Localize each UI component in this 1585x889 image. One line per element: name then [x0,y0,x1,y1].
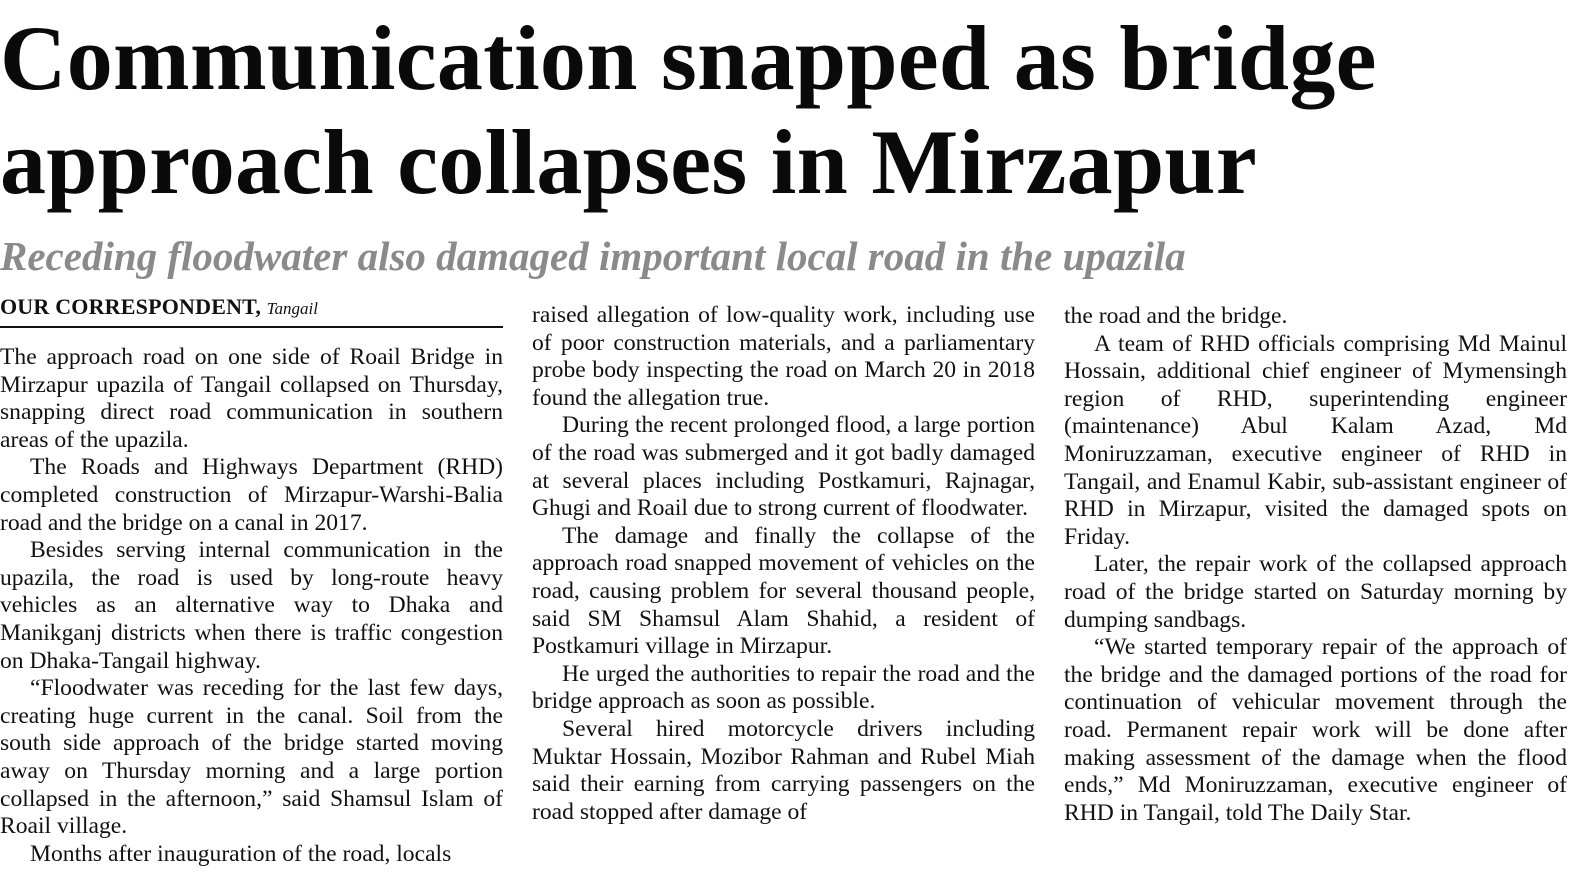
byline-location: Tangail [266,299,318,318]
column-2-paragraph-4: He urged the authorities to repair the road and the bridge approach as soon as possible. [532,660,1035,715]
byline-author: OUR CORRESPONDENT, [0,294,262,319]
column-3-paragraph-4: “We started temporary repair of the approach of the bridge and the damaged portions of the road for continuation of vehicular movement through the road. Permanent repair work will be done after making assessment of the damage when the flood ends,” Md Moniruzzaman, executive engineer of RHD in Tangail, told The Daily Star. [1064,634,1567,826]
column-2-paragraph-2: During the recent prolonged flood, a large portion of the road was submerged and it got badly damaged at several places including Postkamuri, Rajnagar, Ghugi and Roail due to strong current of floodwater. [532,412,1035,522]
column-1-paragraph-1: The approach road on one side of Roail Bridge in Mirzapur upazila of Tangail collapsed on Thursday, snapping direct road communication in southern areas of the upazila. [0,344,503,453]
column-2-paragraph-1: raised allegation of low-quality work, including use of poor construction materials, and a parliamentary probe body inspecting the road on March 20 in 2018 found the allegation true. [532,302,1035,411]
column-1-paragraph-3: Besides serving internal communication in the upazila, the road is used by long-route heavy vehicles as an alternative way to Dhaka and Manikganj districts when there is traffic congestion on Dhaka-Tangail highway. [0,537,503,674]
column-1-paragraph-4: “Floodwater was receding for the last few days, creating huge current in the canal. Soil from the south side approach of the bridge started moving away on Thursday morning and a large portion collapsed in the afternoon,” said Shamsul Islam of Roail village. [0,675,503,840]
article-column-1 [0,344,503,889]
column-3-paragraph-2: A team of RHD officials comprising Md Mainul Hossain, additional chief engineer of Mymensingh region of RHD, superintending engineer (maintenance) Abul Kalam Azad, Md Moniruzzaman, executive engineer of RHD in Tangail, and Enamul Kabir, sub-assistant engineer of RHD in Mirzapur, visited the damaged spots on Friday. [1064,330,1567,550]
column-2-paragraph-5: Several hired motorcycle drivers including Muktar Hossain, Mozibor Rahman and Rubel Miah said their earning from carrying passengers on the road stopped after damage of [532,715,1035,825]
byline [0,292,503,328]
headline [0,6,1585,214]
article-column-2 [532,302,1035,889]
subheadline: Receding floodwater also damaged important local road in the upazila [0,233,1186,279]
column-3-paragraph-1: the road and the bridge. [1064,303,1288,329]
article-column-3 [1064,303,1567,889]
column-1-paragraph-2: The Roads and Highways Department (RHD) completed construction of Mirzapur-Warshi-Balia road and the bridge on a canal in 2017. [0,454,503,536]
headline-line-2: approach collapses in Mirzapur [0,111,1258,213]
column-1-paragraph-5: Months after inauguration of the road, locals [30,840,452,867]
column-3-paragraph-3: Later, the repair work of the collapsed approach road of the bridge started on Saturday morning by dumping sandbags. [1064,551,1567,633]
headline-line-1: Communication snapped as bridge [0,7,1377,109]
column-2-paragraph-3: The damage and finally the collapse of the approach road snapped movement of vehicles on the road, causing problem for several thousand people, said SM Shamsul Alam Shahid, a resident of Postkamuri village in Mirzapur. [532,522,1035,660]
